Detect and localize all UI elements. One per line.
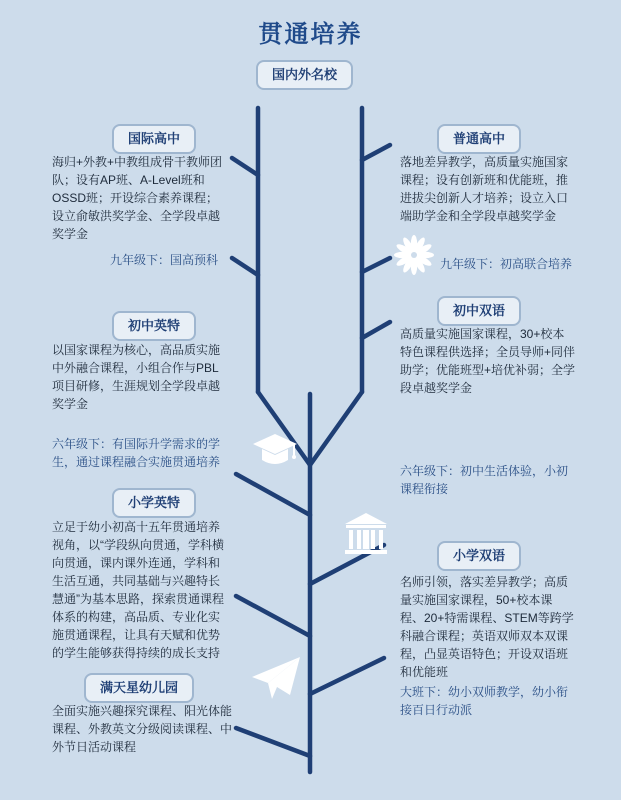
right-grade9-note: 九年级下：初高联合培养 (440, 257, 573, 271)
primary-bi-desc: 名师引领，落实差异教学；高质量实施国家课程，50+校本课程、20+特需课程、STEM等跨学科融合课程；英语双师双本双课程，凸显英语特色；开设双语班和优能班 (400, 575, 574, 679)
flower-icon (393, 234, 435, 276)
middle-bi-desc: 高质量实施国家课程，30+校本特色课程供选择；全员导师+同伴助学；优能班型+培优补弱；全学段卓越奖学金 (400, 327, 576, 395)
right-grade6-note: 六年级下：初中生活体验，小初课程衔接 (400, 464, 569, 496)
middle-bi-badge: 初中双语 (437, 296, 521, 326)
paper-plane-icon (250, 655, 302, 701)
middle-en-badge: 初中英特 (112, 311, 196, 341)
graduation-cap-icon (251, 430, 299, 472)
top-label-badge: 国内外名校 (256, 60, 353, 90)
right-kinder-note: 大班下：幼小双师教学，幼小衔接百日行动派 (400, 685, 569, 717)
left-grade6-note: 六年级下：有国际升学需求的学生，通过课程融合实施贯通培养 (52, 437, 221, 469)
regular-high-desc: 落地差异教学，高质量实施国家课程；设有创新班和优能班，推进拔尖创新人才培养；设立入口端助学金和全学段卓越奖学金 (400, 155, 569, 223)
primary-en-badge: 小学英特 (112, 488, 196, 518)
regular-high-badge: 普通高中 (437, 124, 521, 154)
intl-high-desc: 海归+外教+中教组成骨干教师团队；设有AP班、A-Level班和OSSD班；开设综合素养课程；设立俞敏洪奖学金、全学段卓越奖学金 (52, 155, 223, 241)
primary-en-desc: 立足于幼小初高十五年贯通培养视角，以“学段纵向贯通，学科横向贯通，课内课外连通，学科和生活互通，共同基础与兴趣特长慧通”为基本思路，探索贯通课程体系的构建，高品质、专业化实施贯通课程，让具有天赋和优势的学生能够获得持续的成长支持 (52, 520, 224, 660)
intl-high-badge: 国际高中 (112, 124, 196, 154)
building-icon (342, 510, 390, 558)
kindergarten-badge: 满天星幼儿园 (84, 673, 194, 703)
page-title: 贯通培养 (258, 21, 363, 48)
middle-en-desc: 以国家课程为核心，高品质实施中外融合课程，小组合作与PBL项目研修，生涯规划全学段卓越奖学金 (52, 343, 221, 411)
left-grade9-note: 九年级下：国高预科 (110, 253, 219, 267)
primary-bi-badge: 小学双语 (437, 541, 521, 571)
kindergarten-desc: 全面实施兴趣探究课程、阳光体能课程、外教英文分级阅读课程、中外节日活动课程 (52, 704, 233, 754)
